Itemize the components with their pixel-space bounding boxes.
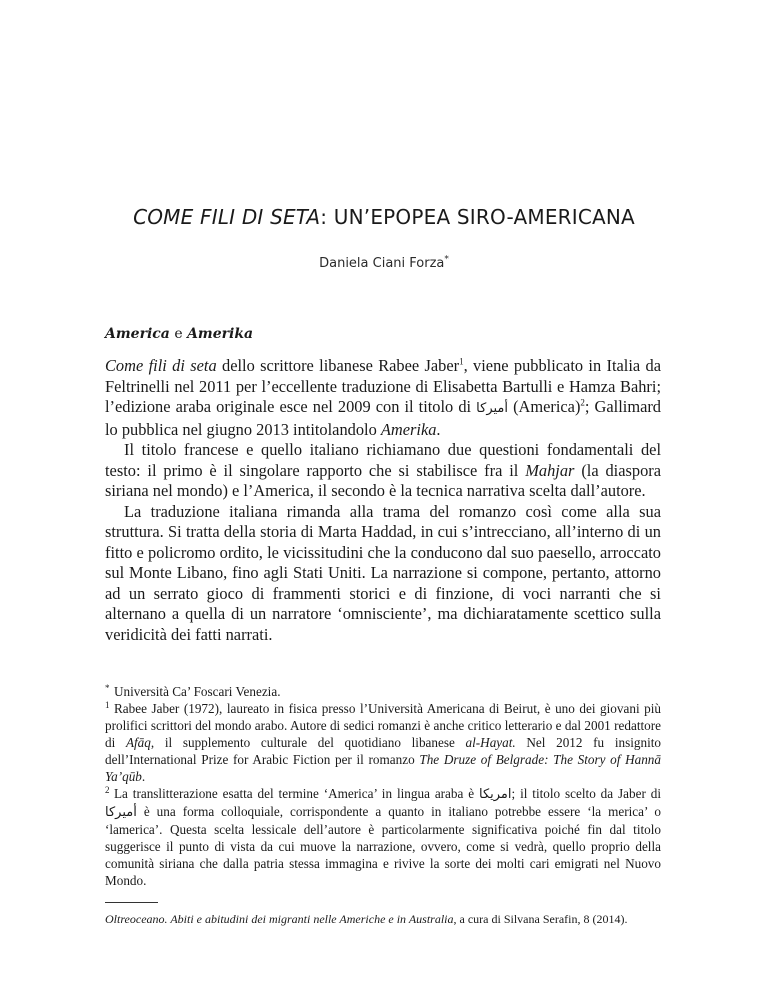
footnote-2-text-b: ; il titolo scelto da Jaber di — [511, 786, 661, 801]
arabic-term-exact: امريكا — [479, 787, 512, 802]
paragraph-2-text-a: Il titolo francese e quello italiano richiamano due questioni fondamentali del testo: il primo è il singolare rapporto che si stabilisce fra il — [105, 440, 661, 480]
journal-details: , a cura di Silvana Serafin, 8 (2014). — [453, 912, 628, 926]
paragraph-2-text-b: (la diaspora siriana nel mondo) e l’America, il secondo è la tecnica narrativa scelta dall’autore. — [105, 460, 662, 500]
paragraph-3: La traduzione italiana rimanda alla trama del romanzo così come alla sua struttura. Si tratta della storia di Marta Haddad, in cui s’intrecciano, all’interno di un fitto e policromo ordito, le vicissitudini che la conducono dal suo paesello, arroccato sul Monte Libano, fino agli Stati Uniti. La narrazione si compone, pertanto, attorno ad un serrato gioco di frammenti storici e di finzione, di voci narranti che si alternano a quella di un narratore ‘omnisciente’, ma dichiaratamente scettico sulla veridicità dei fatti narrati. — [105, 501, 661, 644]
footnote-1-text-a: Rabee Jaber (1972), laureato in fisica presso l’Università Americana di Beirut, è uno dei giovani più prolifici scrittori del mondo arabo. Autore di sedici romanzi è anche critico letterario e dal 2001 redattore di — [105, 701, 661, 750]
body-text — [105, 356, 661, 645]
paragraph-1-text-c: (America) — [508, 397, 581, 416]
footnote-1-text-b: , il supplemento culturale del quotidiano libanese — [150, 735, 466, 750]
paragraph-1-text-d: ; Gallimard lo pubblica nel giugno 2013 intitolandolo — [105, 397, 662, 439]
paragraph-1-text-a: dello scrittore libanese Rabee Jaber — [216, 356, 460, 375]
footnotes — [105, 683, 661, 889]
footnote-1-text-d: . — [141, 769, 146, 784]
footnote-star-text: Università Ca’ Foscari Venezia. — [114, 684, 281, 699]
paragraph-2 — [105, 440, 661, 502]
arabic-term-colloquial: أميركا — [105, 805, 137, 820]
mahjar-term: Mahjar — [525, 460, 575, 480]
footnote-1-text-c: Nel 2012 fu insignito dell’International Prize for Arabic Fiction per il romanzo — [105, 735, 661, 767]
author-line — [0, 256, 768, 271]
paragraph-1 — [105, 356, 661, 440]
arabic-title: أميركا — [476, 401, 508, 416]
section-heading — [105, 326, 253, 342]
journal-citation — [105, 912, 665, 927]
article-title — [0, 205, 768, 229]
footnote-2-text-c: è una forma colloquiale, corrispondente a quanto in italiano potrebbe essere ‘la merica’ o ‘lamerica’. Questa scelta lessicale dell’autore è particolarmente significativa poiché fin dal titolo suggerisce il punto di vista da cui muove la narrazione, ovvero, come si vedrà, quello proprio della comunità siriana che dalla patria stessa immagina e rivive la sorte dei molti cari emigrati nel Nuovo Mondo. — [105, 804, 661, 888]
al-hayat-term: al-Hayat. — [465, 735, 516, 750]
section-heading-amerika: Amerika — [187, 326, 254, 342]
paragraph-1-text-e: . — [436, 419, 441, 439]
title-book-name: COME FILI DI SETA — [133, 205, 321, 229]
journal-name: Oltreoceano. Abiti e abitudini dei migranti nelle Americhe e in Australia — [105, 912, 454, 926]
footnote-1: 1 Rabee Jaber (1972), laureato in fisica presso l’Università Americana di Beirut, è uno dei giovani più prolifici scrittori del mondo arabo. Autore di sedici romanzi è anche critico letterario e dal 2001 redattore di Afāq, il supplemento culturale del quotidiano libanese al-Hayat. Nel 2012 fu insignito dell’International Prize for Arabic Fiction per il romanzo The Druze of Belgrade: The Story of Hannā Ya’qūb. — [105, 699, 661, 784]
section-heading-america: America — [105, 326, 170, 342]
author-footnote-mark: * — [444, 254, 449, 265]
afaq-term: Afāq — [125, 735, 151, 750]
french-title: Amerika — [380, 419, 437, 439]
section-heading-conjunction: e — [169, 326, 188, 342]
paragraph-1-text-b: , viene pubblicato in Italia da Feltrinelli nel 2011 per l’eccellente traduzione di Elisabetta Bartulli e Hamza Bahri; l’edizione araba originale esce nel 2009 con il titolo di — [105, 356, 662, 416]
footnote-ref-1[interactable]: 1 — [459, 356, 464, 367]
footnote-2-text-a: La translitterazione esatta del termine ‘America’ in lingua araba è — [114, 786, 479, 801]
footnote-2: 2 La translitterazione esatta del termine ‘America’ in lingua araba è امريكا; il titolo scelto da Jaber di أميركا è una forma colloquiale, corrispondente a quanto in italiano potrebbe essere ‘la merica’ o ‘lamerica’. Questa scelta lessicale dell’autore è particolarmente significativa poiché fin dal titolo suggerisce il punto di vista da cui muove la narrazione, ovvero, come si vedrà, quello proprio della comunità siriana che dalla patria stessa immagina e rivive la sorte dei molti cari emigrati nel Nuovo Mondo. — [105, 784, 661, 888]
book-title-ref: Come fili di seta — [105, 356, 217, 375]
footnote-ref-2[interactable]: 2 — [580, 397, 585, 408]
footer-divider — [105, 902, 158, 903]
footnote-star: * Università Ca’ Foscari Venezia. — [105, 682, 281, 699]
title-subtitle: : UN’EPOPEA SIRO-AMERICANA — [320, 205, 635, 229]
druze-title: The Druze of Belgrade: The Story of Hannā Ya’qūb — [105, 752, 661, 784]
author-name: Daniela Ciani Forza — [319, 256, 445, 271]
